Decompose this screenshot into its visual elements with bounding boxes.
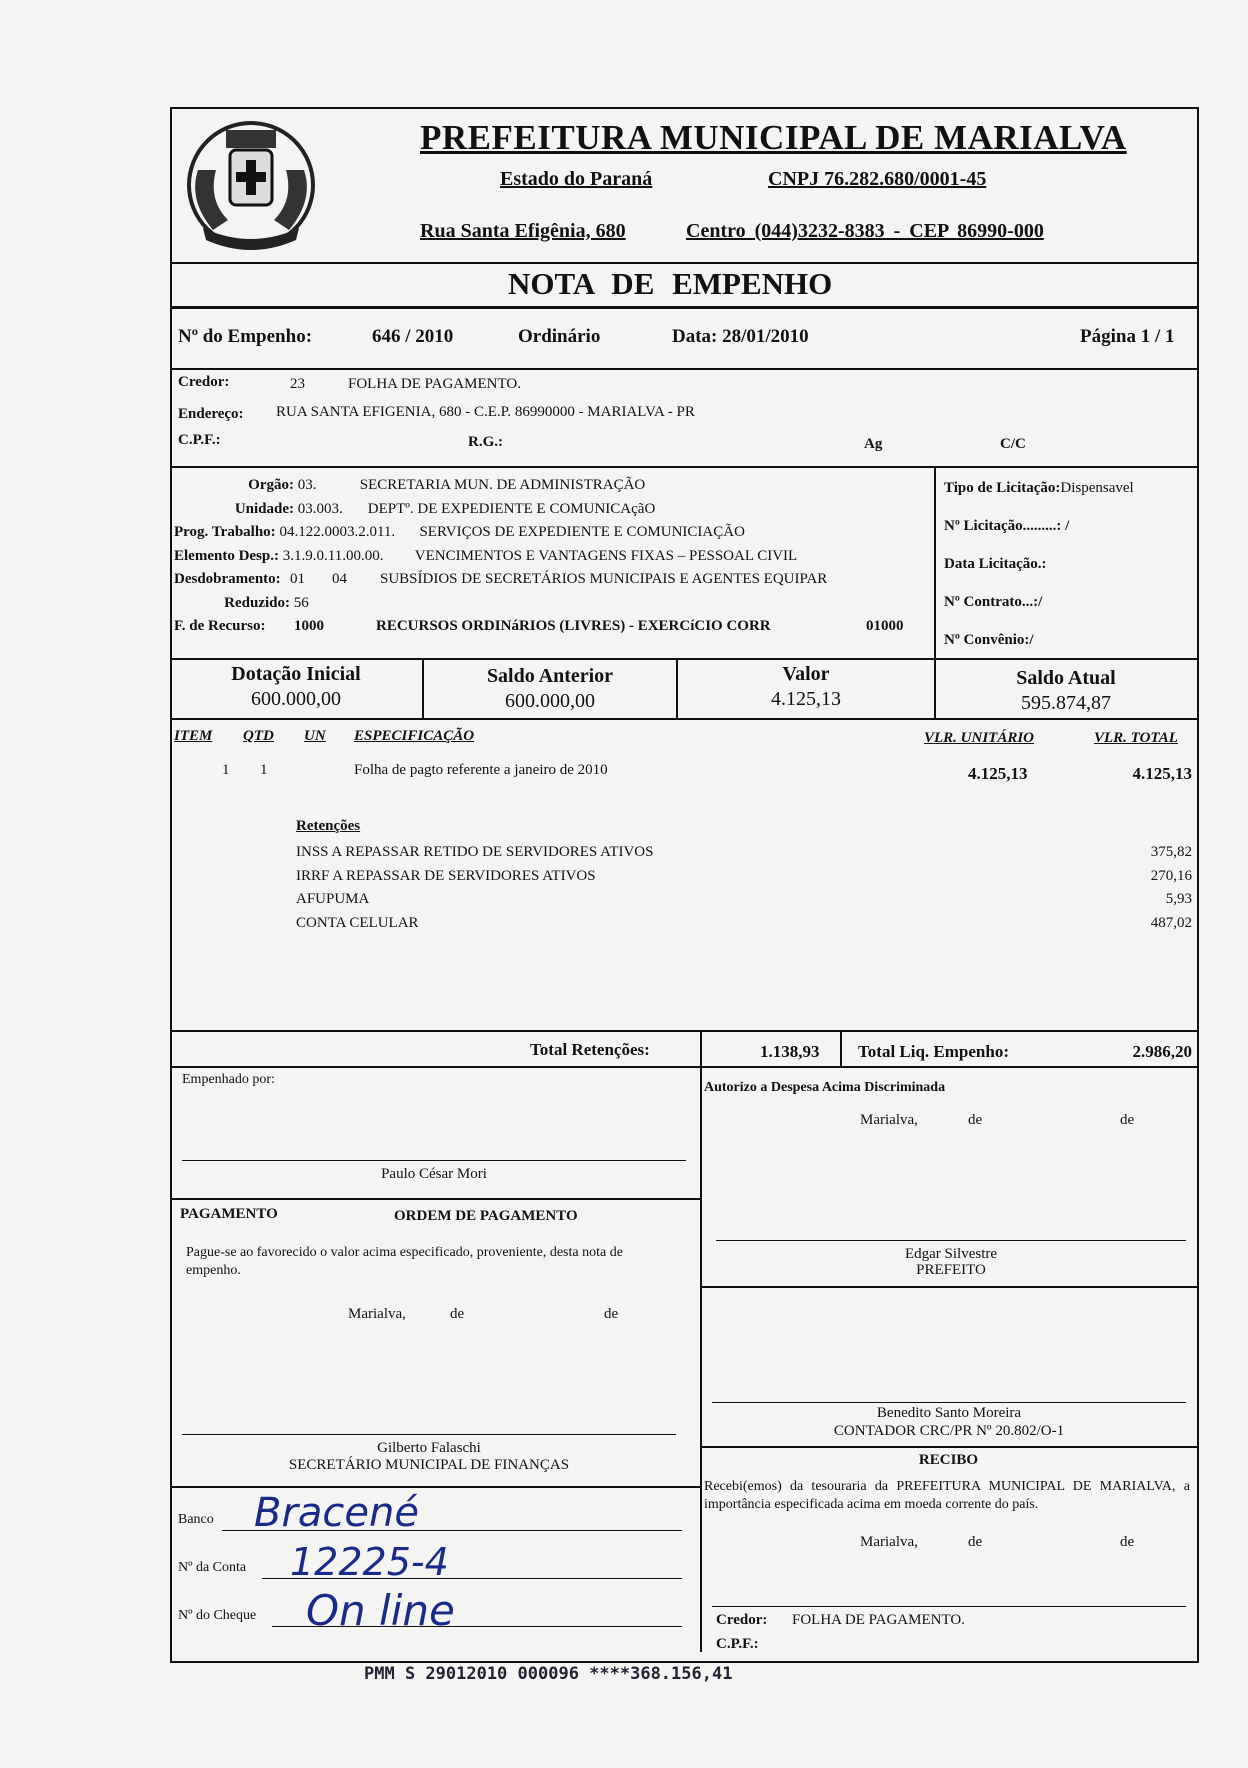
recibo-de-2: de <box>1120 1534 1135 1550</box>
recurso-code2: 01000 <box>866 618 904 634</box>
col-qtd: QTD <box>243 728 274 744</box>
orgao-code: 03. <box>297 477 317 493</box>
document-title: NOTA DE EMPENHO <box>508 266 833 301</box>
item-number: 1 <box>222 762 230 778</box>
empenho-number: 646 / 2010 <box>372 326 454 347</box>
tipo-licitacao-value: Dispensavel <box>1060 480 1134 496</box>
list-item <box>296 888 1192 912</box>
reduzido-value: 56 <box>293 594 309 611</box>
elemento-label: Elemento Desp.: <box>174 547 279 564</box>
licitacao-date: Data Licitação.: <box>944 556 1047 572</box>
list-item <box>296 912 1192 936</box>
col-vlr-unitario: VLR. UNITÁRIO <box>924 730 1035 746</box>
contador-cargo: CONTADOR CRC/PR Nº 20.802/O-1 <box>833 1423 1065 1439</box>
address-label: Centro (044)3232-8383 - CEP 86990-000 <box>686 220 1044 242</box>
recurso-value: RECURSOS ORDINáRIOS (LIVRES) - EXERCíCIO CORR <box>376 618 771 634</box>
item-qtd: 1 <box>260 762 268 778</box>
autorizo-de-2: de <box>1120 1112 1135 1128</box>
ag-label: Ag <box>864 436 883 452</box>
licitacao-number: Nº Licitação.........: / <box>944 518 1070 534</box>
desdobramento-b: 04 <box>332 571 347 587</box>
secretario-nome: Gilberto Falaschi <box>377 1440 481 1456</box>
autorizo-marialva: Marialva, <box>860 1112 918 1128</box>
retencoes-title: Retenções <box>296 818 361 834</box>
retencao-value: 487,02 <box>1150 914 1192 931</box>
recibo-de-1: de <box>968 1534 983 1550</box>
recurso-code: 1000 <box>294 618 324 634</box>
coat-of-arms-icon <box>178 110 324 256</box>
empenho-date: Data: 28/01/2010 <box>672 326 809 347</box>
retencao-desc: AFUPUMA <box>296 891 370 907</box>
col-vlr-total: VLR. TOTAL <box>1094 730 1178 746</box>
machine-stamp: PMM S 29012010 000096 ****368.156,41 <box>364 1664 733 1684</box>
item-desc: Folha de pagto referente a janeiro de 2010 <box>354 762 608 778</box>
recibo-title: RECIBO <box>918 1452 979 1468</box>
retencao-desc: IRRF A REPASSAR DE SERVIDORES ATIVOS <box>296 867 596 884</box>
recibo-credor-label: Credor: <box>716 1612 768 1628</box>
empenhado-por-label: Empenhado por: <box>182 1072 275 1087</box>
contrato-number: Nº Contrato...:/ <box>944 594 1043 610</box>
credor-code: 23 <box>290 376 305 392</box>
conta-handwriting: 12225-4 <box>290 1540 449 1584</box>
banco-handwriting: Bracené <box>254 1490 419 1536</box>
pagamento-label: PAGAMENTO <box>180 1206 278 1222</box>
pagamento-de-2: de <box>604 1306 619 1322</box>
retencao-value: 375,82 <box>1150 844 1192 860</box>
unidade-value: DEPTº. DE EXPEDIENTE E COMUNICAçãO <box>367 500 656 517</box>
valor-label: Valor <box>782 663 830 685</box>
contador-nome: Benedito Santo Moreira <box>876 1405 1022 1421</box>
recibo-text: Recebi(emos) da tesouraria da PREFEITURA MUNICIPAL DE MARIALVA, a importância especificada acima em moeda corrente do país. <box>704 1479 1190 1512</box>
desdobramento-label: Desdobramento: <box>174 571 281 587</box>
state-label: Estado do Paraná <box>500 168 653 190</box>
prog-code: 04.122.0003.2.011. <box>279 524 396 540</box>
desdobramento-value: SUBSÍDIOS DE SECRETÁRIOS MUNICIPAIS E AGENTES EQUIPAR <box>380 571 828 587</box>
endereco-label: Endereço: <box>178 406 244 422</box>
list-item <box>296 865 1192 889</box>
elemento-value: VENCIMENTOS E VANTAGENS FIXAS – PESSOAL CIVIL <box>414 547 798 564</box>
reduzido-label: Reduzido: <box>224 594 290 611</box>
total-liquido-value: 2.986,20 <box>1132 1042 1192 1061</box>
autorizo-de-1: de <box>968 1112 983 1128</box>
street-label: Rua Santa Efigênia, 680 <box>420 220 626 242</box>
secretario-cargo: SECRETÁRIO MUNICIPAL DE FINANÇAS <box>288 1457 570 1473</box>
prefeito-nome: Edgar Silvestre <box>904 1246 998 1262</box>
prog-value: SERVIÇOS DE EXPEDIENTE E COMUNICIAÇÃO <box>419 524 745 540</box>
saldo-anterior-value: 600.000,00 <box>505 690 595 712</box>
prefeito-cargo: PREFEITO <box>916 1262 986 1278</box>
col-especificacao: ESPECIFICAÇÃO <box>354 728 475 744</box>
cnpj-label: CNPJ 76.282.680/0001-45 <box>768 168 987 190</box>
orgao-value: SECRETARIA MUN. DE ADMINISTRAÇÃO <box>359 477 646 493</box>
cpf-label: C.P.F.: <box>178 432 221 448</box>
pagamento-marialva: Marialva, <box>348 1306 406 1322</box>
col-un: UN <box>304 728 326 744</box>
empenho-type: Ordinário <box>518 326 601 347</box>
convenio-number: Nº Convênio:/ <box>944 632 1034 648</box>
pague-text: Pague-se ao favorecido o valor acima especificado, proveniente, desta nota de empenho. <box>186 1245 623 1278</box>
empenho-number-label: Nº do Empenho: <box>178 326 313 347</box>
page-number: Página 1 / 1 <box>1080 326 1175 347</box>
saldo-atual-label: Saldo Atual <box>1016 667 1116 689</box>
saldo-anterior-label: Saldo Anterior <box>486 665 614 687</box>
autorizo-text: Autorizo a Despesa Acima Discriminada <box>704 1080 946 1095</box>
recibo-credor-value: FOLHA DE PAGAMENTO. <box>792 1612 965 1628</box>
unidade-code: 03.003. <box>297 500 343 517</box>
conta-label: Nº da Conta <box>178 1560 247 1575</box>
tipo-licitacao-label: Tipo de Licitação: <box>944 480 1061 496</box>
saldo-atual-value: 595.874,87 <box>1021 692 1111 714</box>
cc-label: C/C <box>1000 436 1026 452</box>
retencao-value: 5,93 <box>1165 891 1192 907</box>
page-title: PREFEITURA MUNICIPAL DE MARIALVA <box>420 118 1127 157</box>
valor-value: 4.125,13 <box>771 688 841 710</box>
total-retencoes-value: 1.138,93 <box>760 1042 820 1061</box>
prog-label: Prog. Trabalho: <box>174 524 276 540</box>
unidade-label: Unidade: <box>234 500 294 517</box>
total-retencoes-label: Total Retenções: <box>530 1040 650 1059</box>
orgao-label: Orgão: <box>248 477 294 493</box>
dotacao-label: Dotação Inicial <box>231 663 361 685</box>
rg-label: R.G.: <box>468 434 503 450</box>
credor-label: Credor: <box>178 374 230 390</box>
cheque-label: Nº do Cheque <box>178 1608 257 1623</box>
desdobramento-a: 01 <box>290 571 305 587</box>
elemento-code: 3.1.9.0.11.00.00. <box>282 547 384 564</box>
credor-name: FOLHA DE PAGAMENTO. <box>348 376 521 392</box>
retencao-value: 270,16 <box>1150 867 1192 884</box>
recibo-marialva: Marialva, <box>860 1534 918 1550</box>
item-total-value: 4.125,13 <box>1132 764 1192 783</box>
pagamento-de-1: de <box>450 1306 465 1322</box>
recurso-label: F. de Recurso: <box>174 618 266 634</box>
retencao-desc: CONTA CELULAR <box>296 914 419 931</box>
dotacao-value: 600.000,00 <box>251 688 341 710</box>
total-liquido-label: Total Liq. Empenho: <box>858 1042 1009 1061</box>
banco-label: Banco <box>178 1512 214 1527</box>
list-item <box>296 841 1192 865</box>
ordem-pagamento-label: ORDEM DE PAGAMENTO <box>394 1208 578 1224</box>
empenhado-nome: Paulo César Mori <box>381 1166 487 1182</box>
item-unit-value: 4.125,13 <box>968 764 1028 783</box>
retencao-desc: INSS A REPASSAR RETIDO DE SERVIDORES ATIVOS <box>296 844 654 860</box>
cheque-handwriting: On line <box>306 1586 455 1635</box>
recibo-cpf-label: C.P.F.: <box>716 1636 759 1652</box>
col-item: ITEM <box>174 728 213 744</box>
endereco-value: RUA SANTA EFIGENIA, 680 - C.E.P. 86990000 - MARIALVA - PR <box>276 404 695 420</box>
